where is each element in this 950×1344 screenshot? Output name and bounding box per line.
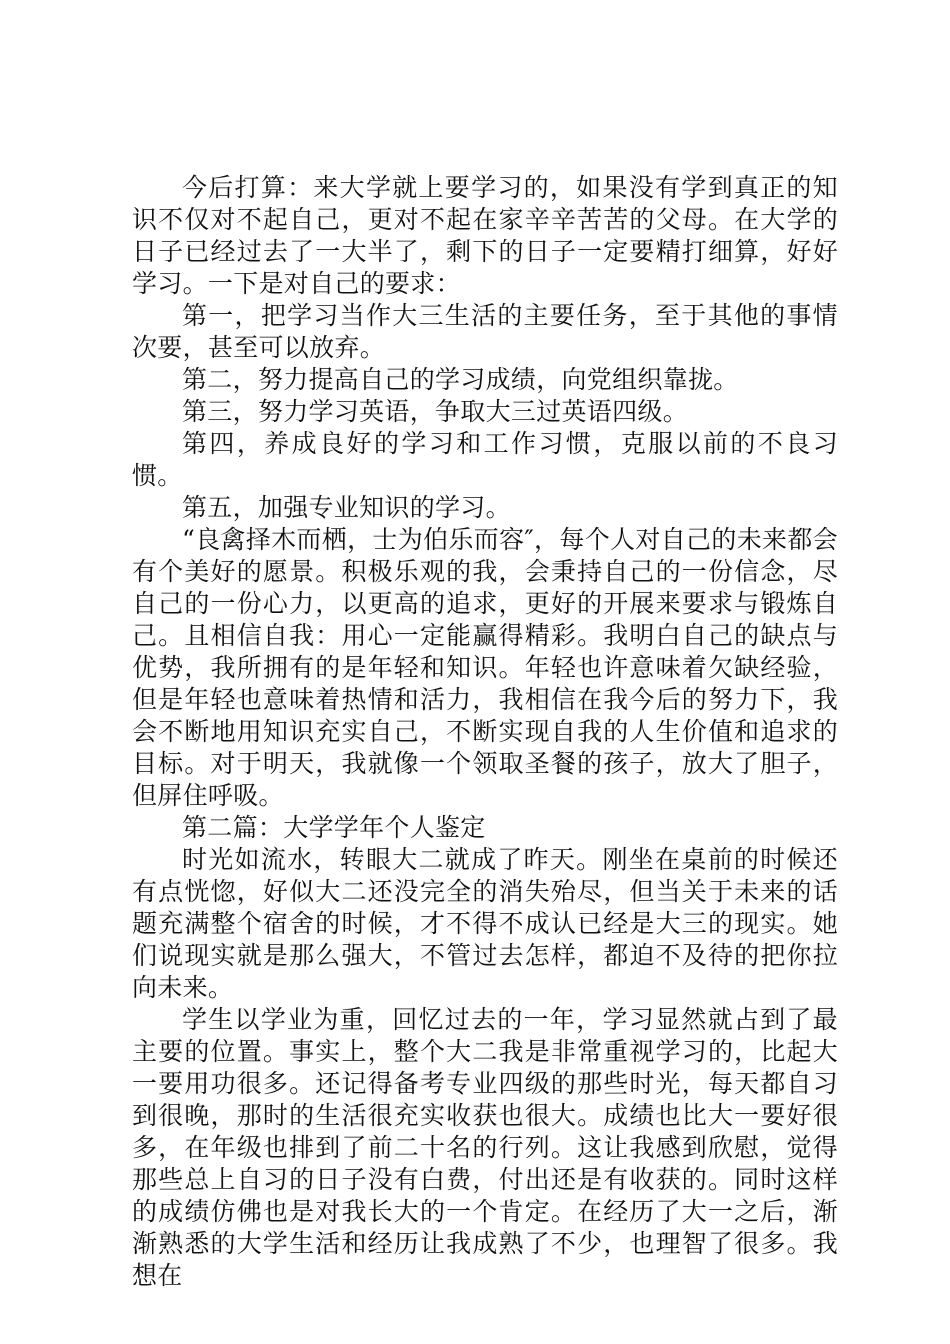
paragraph-goal-2: 第二，努力提高自己的学习成绩，向党组织靠拢。 xyxy=(182,365,739,394)
document-body xyxy=(132,172,838,1292)
paragraph-goal-1: 第一，把学习当作大三生活的主要任务，至于其他的事情次要，甚至可以放弃。 xyxy=(132,301,838,362)
paragraph-study: 学生以学业为重，回忆过去的一年，学习显然就占到了最主要的位置。事实上，整个大二我是非常重视学习的，比起大一要用功很多。还记得备考专业四级的那些时光，每天都自习到很晚，那时的生活很充实收获也很大。成绩也比大一要好很多，在年级也排到了前二十名的行列。这让我感到欣慰，觉得那些总上自习的日子没有白费，付出还是有收获的。同时这样的成绩仿佛也是对我长大的一个肯定。在经历了大一之后，渐渐熟悉的大学生活和经历让我成熟了不少，也理智了很多。我想在 xyxy=(132,1005,838,1290)
paragraph-future-plans: 今后打算：来大学就上要学习的，如果没有学到真正的知识不仅对不起自己，更对不起在家辛辛苦苦的父母。在大学的日子已经过去了一大半了，剩下的日子一定要精打细算，好好学习。一下是对自己的要求： xyxy=(132,173,838,298)
paragraph-time-flies: 时光如流水，转眼大二就成了昨天。刚坐在桌前的时候还有点恍惚，好似大二还没完全的消失殆尽，但当关于未来的话题充满整个宿舍的时候，才不得不成认已经是大三的现实。她们说现实就是那么强大，不管过去怎样，都迫不及待的把你拉向未来。 xyxy=(132,845,838,1002)
paragraph-vision: “良禽择木而栖，士为伯乐而容″，每个人对自己的未来都会有个美好的愿景。积极乐观的我，会秉持自己的一份信念，尽自己的一份心力，以更高的追求，更好的开展来要求与锻炼自己。且相信自我：用心一定能赢得精彩。我明白自己的缺点与优势，我所拥有的是年轻和知识。年轻也许意味着欠缺经验，但是年轻也意味着热情和活力，我相信在我今后的努力下，我会不断地用知识充实自己，不断实现自我的人生价值和追求的目标。对于明天，我就像一个领取圣餐的孩子，放大了胆子，但屏住呼吸。 xyxy=(132,525,838,810)
paragraph-goal-4: 第四，养成良好的学习和工作习惯，克服以前的不良习惯。 xyxy=(132,429,838,490)
section-heading: 第二篇：大学学年个人鉴定 xyxy=(182,813,486,842)
paragraph-goal-3: 第三，努力学习英语，争取大三过英语四级。 xyxy=(182,397,689,426)
paragraph-goal-5: 第五，加强专业知识的学习。 xyxy=(182,493,511,522)
